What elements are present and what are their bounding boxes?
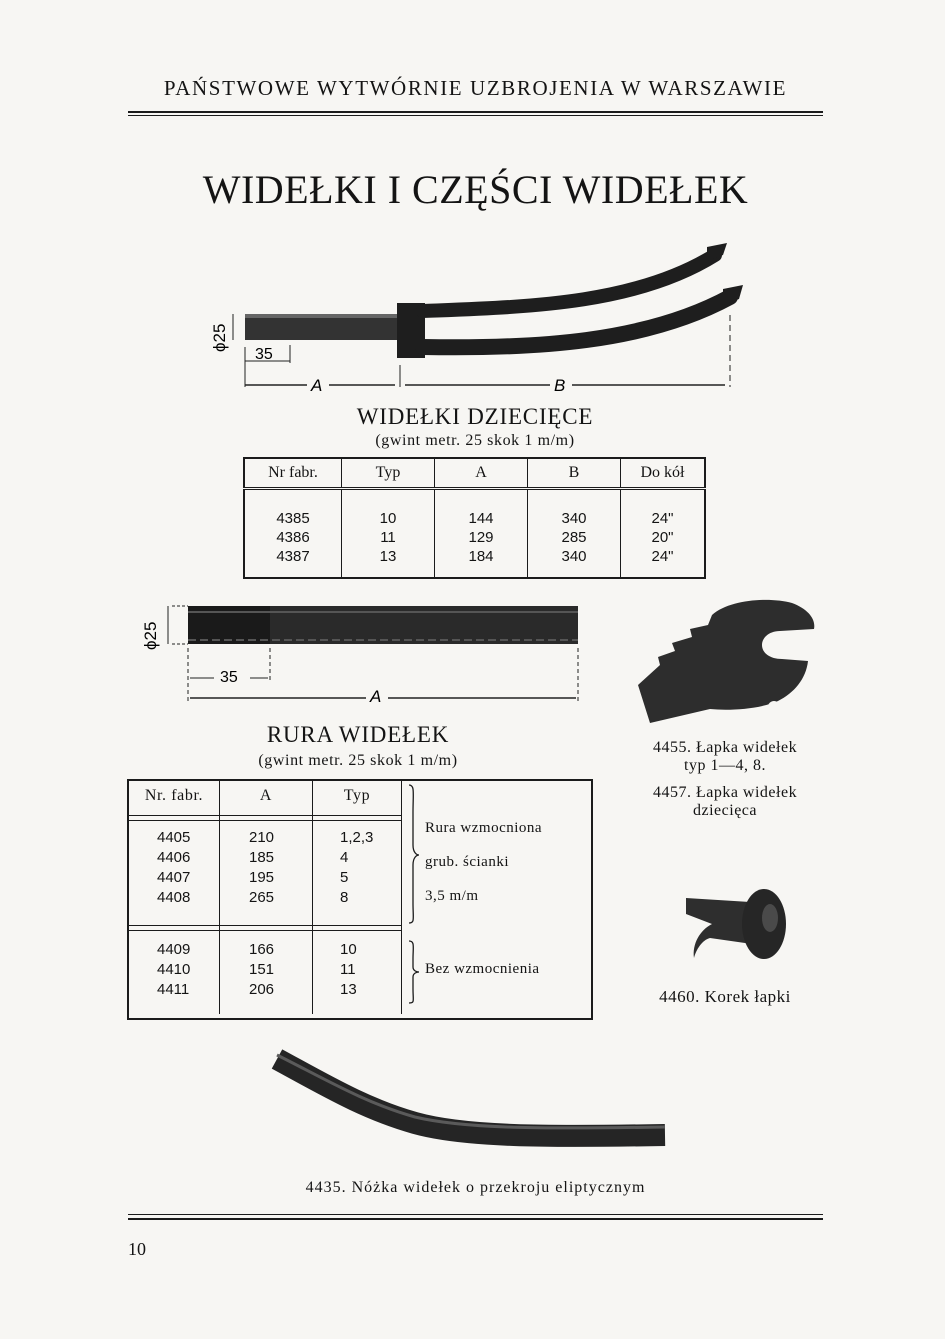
kids-fork-drawing xyxy=(195,225,755,400)
col-header: Nr fabr. xyxy=(244,458,342,489)
tube-dim-diameter: ϕ25 xyxy=(141,621,160,650)
cell: 206 xyxy=(249,981,275,998)
cell: 8 xyxy=(340,889,349,906)
col-header: A xyxy=(435,458,528,489)
table-row xyxy=(129,869,401,889)
cell: 13 xyxy=(340,981,357,998)
page-title: WIDEŁKI I CZĘŚCI WIDEŁEK xyxy=(202,167,749,212)
cell: 24" xyxy=(651,547,674,565)
cell: 166 xyxy=(249,941,275,958)
dropout-part-drawing xyxy=(630,595,820,730)
col-header: Do kół xyxy=(621,458,706,489)
cap-part-drawing xyxy=(680,884,795,964)
part-4455-line1: 4455. Łapka widełek xyxy=(652,739,798,756)
cell: 1,2,3 xyxy=(340,829,374,846)
cell: 24" xyxy=(651,509,674,527)
footer-rule xyxy=(128,1218,823,1220)
cell: 10 xyxy=(340,941,357,958)
col-header: Typ xyxy=(342,458,435,489)
cell: 4406 xyxy=(157,849,191,866)
cell: 10 xyxy=(342,509,435,528)
cell: 11 xyxy=(342,528,435,547)
cell: 285 xyxy=(528,528,621,547)
cell: 210 xyxy=(249,829,275,846)
cell: 4411 xyxy=(157,981,190,998)
cell: 4387 xyxy=(244,547,342,566)
cell: 340 xyxy=(528,547,621,566)
table-row xyxy=(129,889,401,909)
cell: 195 xyxy=(249,869,275,886)
table-row xyxy=(129,941,401,961)
kids-fork-dim-diameter: ϕ25 xyxy=(210,323,229,352)
cell: 129 xyxy=(435,528,528,547)
cell: 5 xyxy=(340,869,349,886)
table-row xyxy=(244,528,705,547)
table-row xyxy=(129,961,401,981)
part-4457-line2: dziecięca xyxy=(693,802,757,819)
table-row xyxy=(129,849,401,869)
cell: 11 xyxy=(340,961,356,978)
brace-group-2 xyxy=(405,939,421,1005)
dropout-shape xyxy=(638,600,814,723)
tube-group-2 xyxy=(129,941,401,1001)
tube-group-2-note xyxy=(425,961,540,978)
kids-forks-subtitle: (gwint metr. 25 skok 1 m/m) xyxy=(375,432,575,449)
kids-fork-dim-thread: 35 xyxy=(255,346,273,363)
fork-tube-title: RURA WIDEŁEK xyxy=(266,722,450,747)
cap-body xyxy=(686,898,752,958)
tube-group-1-note xyxy=(425,811,542,913)
cell: 265 xyxy=(249,889,275,906)
note-line: 3,5 m/m xyxy=(425,888,479,904)
fork-blade-upper xyxy=(423,255,715,311)
cell: 184 xyxy=(435,547,528,566)
tube-dim-thread: 35 xyxy=(220,669,238,686)
cell: 4409 xyxy=(157,941,191,958)
cell: 13 xyxy=(342,547,435,566)
table-row xyxy=(244,547,705,566)
cell: 144 xyxy=(435,509,528,528)
part-4457-line1: 4457. Łapka widełek xyxy=(652,784,798,801)
note-line: grub. ścianki xyxy=(425,854,509,870)
fork-tube-table xyxy=(127,779,593,1020)
cell: 151 xyxy=(249,961,275,978)
part-4435-caption: 4435. Nóżka widełek o przekroju eliptycznym xyxy=(305,1179,646,1196)
cell: 20" xyxy=(651,528,674,546)
cell: 4386 xyxy=(244,528,342,547)
cell: 4410 xyxy=(157,961,191,978)
part-4457-caption xyxy=(628,784,822,820)
col-header: A xyxy=(259,787,273,804)
fork-tube-subtitle: (gwint metr. 25 skok 1 m/m) xyxy=(258,752,458,769)
page-number: 10 xyxy=(128,1239,146,1259)
table-row xyxy=(244,509,705,528)
kids-fork-dim-a: A xyxy=(311,376,323,395)
cell: 4407 xyxy=(157,869,191,886)
kids-forks-table xyxy=(243,457,706,579)
part-4460-caption: 4460. Korek łapki xyxy=(659,987,791,1006)
col-header: Typ xyxy=(343,787,371,804)
kids-fork-dim-b: B xyxy=(554,376,566,395)
cell: 4405 xyxy=(157,829,191,846)
header-rule xyxy=(128,111,823,113)
cell: 4 xyxy=(340,849,349,866)
tube-dim-a: A xyxy=(370,687,382,706)
table-row xyxy=(129,829,401,849)
kids-forks-title: WIDEŁKI DZIECIĘCE xyxy=(356,404,594,429)
tube-group-1 xyxy=(129,829,401,909)
table-row xyxy=(129,981,401,1001)
cell: 340 xyxy=(528,509,621,528)
fork-leg-drawing xyxy=(265,1045,685,1160)
col-header: B xyxy=(528,458,621,489)
footer-rule-thin xyxy=(128,1214,823,1215)
cell: 4385 xyxy=(244,509,342,528)
note-line: Rura wzmocniona xyxy=(425,820,543,836)
brace-group-1 xyxy=(405,783,421,925)
cell: 185 xyxy=(249,849,275,866)
page-header: PAŃSTWOWE WYTWÓRNIE UZBROJENIA W WARSZAWIE xyxy=(163,76,788,100)
note-line: Bez wzmocnienia xyxy=(425,961,540,977)
part-4455-line2: typ 1—4, 8. xyxy=(684,757,766,774)
cell: 4408 xyxy=(157,889,191,906)
fork-tube-drawing xyxy=(128,598,588,708)
header-rule-thin xyxy=(128,115,823,116)
col-header: Nr. fabr. xyxy=(144,787,204,804)
part-4455-caption xyxy=(628,739,822,775)
